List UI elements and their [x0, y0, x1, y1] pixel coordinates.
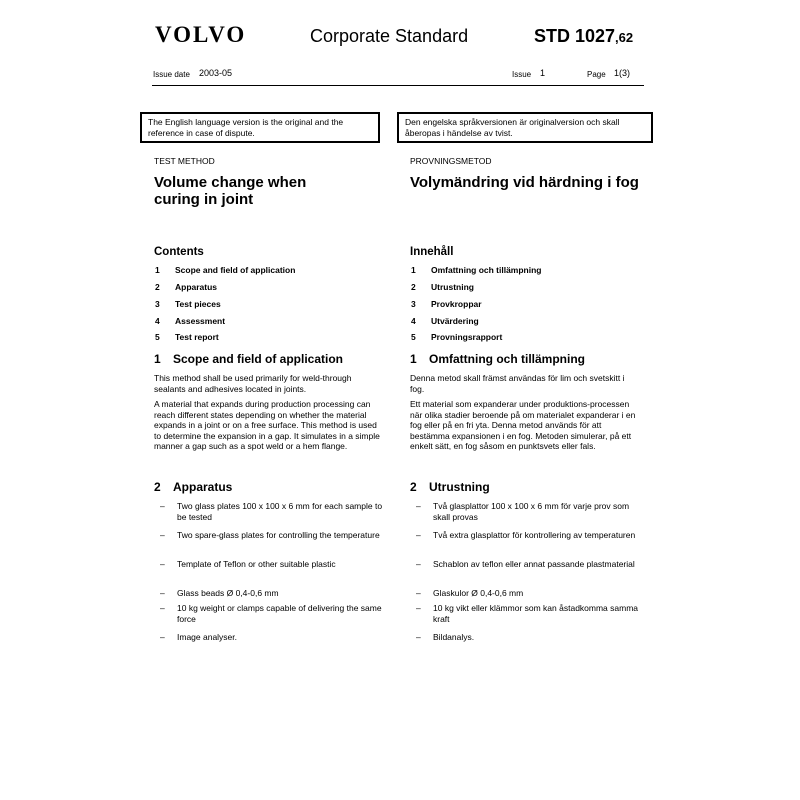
toc-num: 4 — [155, 316, 160, 326]
dash: – — [160, 501, 165, 511]
dash: – — [416, 501, 421, 511]
toc-label: Apparatus — [175, 282, 218, 292]
toc-num: 1 — [155, 265, 160, 275]
toc-label: Test report — [175, 332, 219, 342]
toc-label: Scope and field of application — [175, 265, 296, 275]
section-title: Apparatus — [173, 480, 233, 494]
english-section1-heading — [154, 352, 343, 366]
dash: – — [160, 588, 165, 598]
issue-label: Issue — [512, 70, 532, 79]
swedish-title: Volymändring vid härdning i fog — [410, 174, 639, 191]
section-number: 1 — [410, 352, 417, 366]
toc-num: 2 — [155, 282, 160, 292]
item-text: 10 kg vikt eller klämmor som kan åstadkomma samma kraft — [433, 603, 639, 624]
english-contents-heading: Contents — [154, 246, 204, 258]
toc-num: 3 — [155, 299, 160, 309]
doc-type: Corporate Standard — [310, 26, 469, 46]
english-notice: The English language version is the original and the reference in case of dispute. — [140, 112, 380, 143]
item-text: Glaskulor Ø 0,4-0,6 mm — [433, 588, 524, 598]
toc-num: 5 — [411, 332, 416, 342]
swedish-notice: Den engelska språkversionen är originalversion och skall åberopas i händelse av tvist. — [397, 112, 653, 143]
item-text: Template of Teflon or other suitable plastic — [177, 559, 336, 569]
item-text: Bildanalys. — [433, 632, 475, 642]
swedish-section1-body — [410, 373, 638, 457]
item-text: Two spare-glass plates for controlling the temperature — [177, 530, 380, 540]
dash: – — [160, 632, 165, 642]
english-title: Volume change when curing in joint — [154, 174, 307, 208]
section-number: 2 — [154, 480, 161, 494]
item-text: Schablon av teflon eller annat passande plastmaterial — [433, 559, 635, 569]
section-title: Utrustning — [429, 480, 490, 494]
std-number-suffix: ,62 — [615, 30, 634, 45]
issue-date: 2003-05 — [199, 68, 233, 78]
dash: – — [160, 559, 165, 569]
toc-num: 4 — [411, 316, 416, 326]
item-text: Two glass plates 100 x 100 x 6 mm for each sample to be tested — [177, 501, 383, 522]
toc-label: Test pieces — [175, 299, 221, 309]
english-section1-body — [154, 373, 384, 457]
item-text: Två glasplattor 100 x 100 x 6 mm för varje prov som skall provas — [433, 501, 630, 522]
swedish-section1-heading — [410, 352, 585, 366]
section-title: Scope and field of application — [173, 352, 344, 366]
paragraph: A material that expands during production processing can reach different states depending on whether the material expands in a joint or on a free surface. This method is used to determine the expansion in a gap. It simulates in a simple manner a gap such as a spot weld or a hem flange. — [154, 399, 380, 451]
page-value: 1(3) — [614, 68, 631, 78]
volvo-logo: VOLVO — [155, 22, 247, 47]
swedish-section2-heading — [410, 480, 490, 494]
toc-num: 5 — [155, 332, 160, 342]
toc-num: 2 — [411, 282, 416, 292]
toc-label: Utvärdering — [431, 316, 479, 326]
section-title: Omfattning och tillämpning — [429, 352, 585, 366]
page-label: Page — [587, 70, 606, 79]
item-text: Glass beads Ø 0,4-0,6 mm — [177, 588, 279, 598]
section-number: 2 — [410, 480, 417, 494]
item-text: Två extra glasplattor för kontrollering av temperaturen — [433, 530, 636, 540]
swedish-contents-heading: Innehåll — [410, 246, 454, 258]
toc-label: Omfattning och tillämpning — [431, 265, 542, 275]
dash: – — [416, 632, 421, 642]
issue-date-label: Issue date — [153, 70, 190, 79]
toc-label: Assessment — [175, 316, 226, 326]
english-method-label: TEST METHOD — [154, 156, 215, 166]
item-text: Image analyser. — [177, 632, 238, 642]
toc-num: 1 — [411, 265, 416, 275]
std-number — [534, 26, 633, 47]
dash: – — [416, 559, 421, 569]
toc-label: Provkroppar — [431, 299, 482, 309]
item-text: 10 kg weight or clamps capable of delivering the same force — [177, 603, 382, 624]
paragraph: This method shall be used primarily for weld-through sealants and adhesives located in joints. — [154, 373, 352, 394]
dash: – — [416, 530, 421, 540]
header-rule — [152, 85, 644, 86]
swedish-method-label: PROVNINGSMETOD — [410, 156, 492, 166]
dash: – — [416, 588, 421, 598]
dash: – — [416, 603, 421, 613]
toc-num: 3 — [411, 299, 416, 309]
dash: – — [160, 530, 165, 540]
toc-label: Provningsrapport — [431, 332, 503, 342]
dash: – — [160, 603, 165, 613]
toc-label: Utrustning — [431, 282, 474, 292]
paragraph: Ett material som expanderar under produktions-processen när olika stadier beroende på om materialet expanderar i en fog eller på en fri yta. Denna metod används för att bestämma expansionen i en fog. Metoden simulerar, på ett enkelt sätt, en fog såsom en punktsvets eller fals. — [410, 399, 636, 451]
paragraph: Denna metod skall främst användas för lim och svetskitt i fog. — [410, 373, 625, 394]
english-section2-heading — [154, 480, 232, 494]
issue-value: 1 — [540, 68, 546, 78]
std-number-main: STD 1027 — [534, 26, 616, 46]
section-number: 1 — [154, 352, 161, 366]
